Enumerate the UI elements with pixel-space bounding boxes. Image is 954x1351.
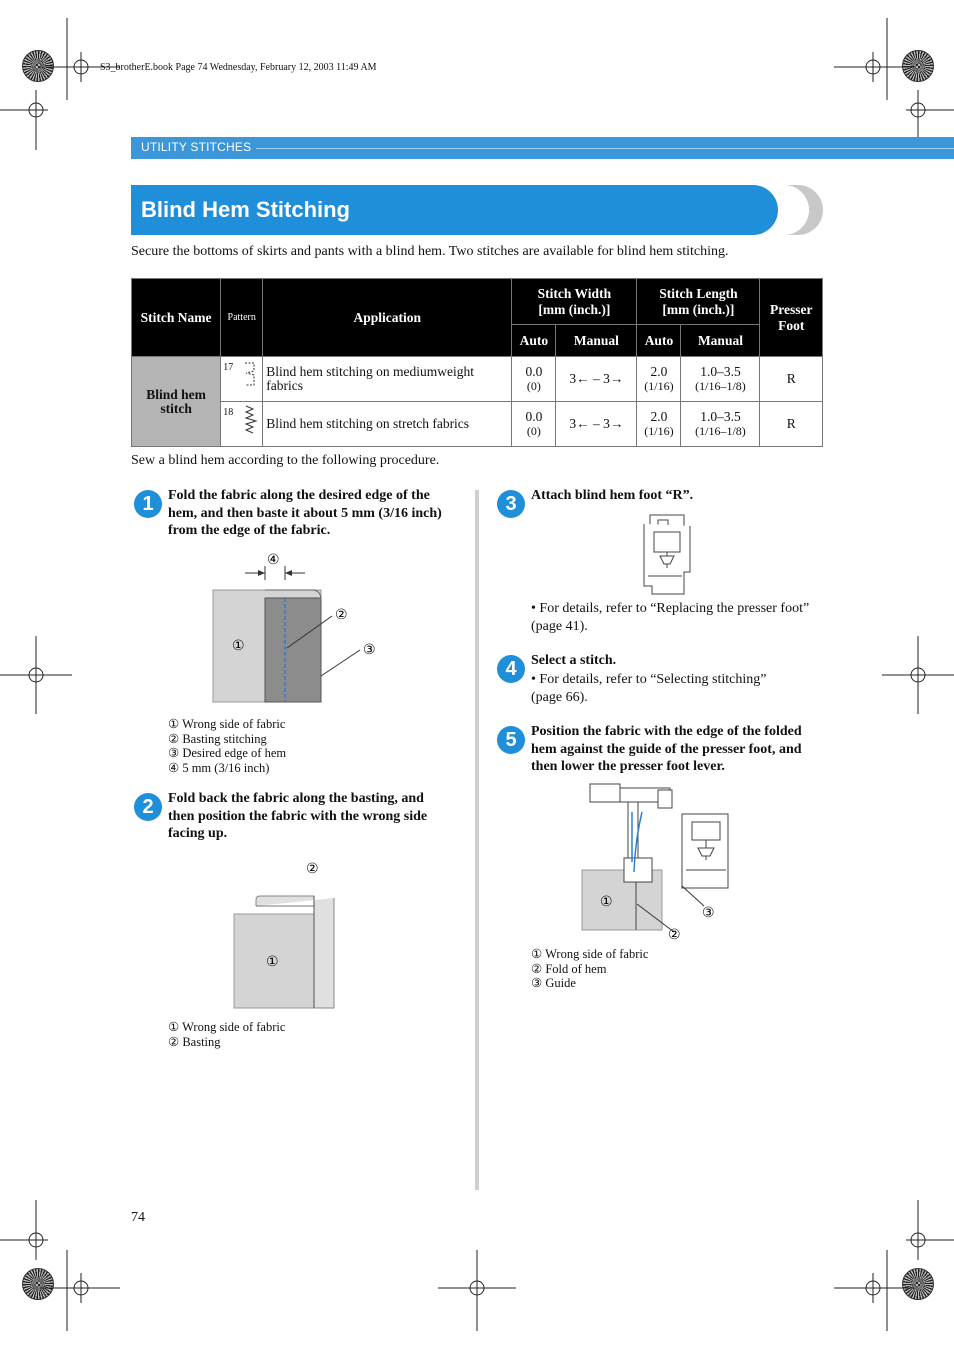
fig2-captions (168, 1020, 285, 1049)
pattern-number: 17 (223, 362, 234, 373)
procedure-intro: Sew a blind hem according to the following procedure. (131, 453, 440, 468)
table-row (132, 357, 823, 402)
width-manual-cell: 3← – 3→ (556, 402, 637, 447)
th-stitch-length-unit: [mm (inch.)] (662, 301, 735, 317)
fold-baste-illustration (200, 548, 400, 708)
th-stitch-width-unit: [mm (inch.)] (538, 301, 611, 317)
marker-1: ① (600, 894, 613, 910)
th-stitch-width (512, 279, 637, 325)
marker-4: ④ (267, 552, 280, 568)
marker-2: ② (335, 607, 348, 623)
marker-2: ② (668, 927, 681, 943)
group-name-cell: Blind hem stitch (132, 357, 221, 447)
length-auto-cell (637, 402, 681, 447)
application-cell: Blind hem stitching on stretch fabrics (263, 402, 512, 447)
pattern-cell (221, 357, 263, 402)
marker-2: ② (306, 861, 319, 877)
stitch-table (131, 278, 823, 447)
step-2-number: 2 (134, 793, 162, 821)
step-4-number: 4 (497, 655, 525, 683)
step-1-number: 1 (134, 490, 162, 518)
page-title: Blind Hem Stitching (141, 197, 350, 222)
caption-item: ① Wrong side of fabric (531, 947, 649, 961)
length-auto-cell (637, 357, 681, 402)
width-auto-value: 0.0 (525, 364, 543, 379)
column-divider (475, 490, 479, 1190)
length-auto-value: 2.0 (650, 364, 668, 379)
length-auto-inch: (1/16) (644, 379, 674, 393)
caption-item: ② Basting (168, 1034, 221, 1049)
marker-3: ③ (702, 905, 715, 921)
th-stitch-width-label: Stitch Width (537, 285, 612, 301)
caption-item: ④ 5 mm (3/16 inch) (168, 760, 270, 775)
width-auto-inch: (0) (526, 424, 541, 438)
pattern-number: 18 (223, 407, 234, 418)
length-auto-inch: (1/16) (644, 424, 674, 438)
length-manual-cell (681, 402, 760, 447)
width-manual-cell: 3← – 3→ (556, 357, 637, 402)
table-row (132, 402, 823, 447)
section-dash-line (256, 148, 954, 149)
step-5-number: 5 (497, 726, 525, 754)
step-3-number: 3 (497, 490, 525, 518)
step-2-text: Fold back the fabric along the basting, and then position the fabric with the wrong side facing up. (168, 791, 428, 841)
caption-item: ③ Desired edge of hem (168, 746, 287, 761)
marker-1: ① (232, 638, 245, 654)
blind-hem-pattern-icon (242, 359, 260, 389)
width-auto-cell (512, 357, 556, 402)
application-cell: Blind hem stitching on mediumweight fabrics (263, 357, 512, 402)
fig5-captions (531, 947, 648, 991)
caption-item: ① Wrong side of fabric (168, 717, 286, 731)
width-auto-cell (512, 402, 556, 447)
length-manual-value: 1.0–3.5 (700, 409, 741, 424)
step-1-text: Fold the fabric along the desired edge of the hem, and then baste it about 5 mm (3/16 inch) from the edge of the fabric. (168, 488, 442, 538)
page-number: 74 (131, 1210, 145, 1225)
length-manual-value: 1.0–3.5 (700, 364, 741, 379)
th-presser-foot: Presser Foot (760, 279, 823, 357)
width-auto-inch: (0) (526, 379, 541, 393)
presser-foot-cell: R (760, 357, 823, 402)
th-width-auto: Auto (512, 325, 556, 357)
caption-item: ② Fold of hem (531, 961, 607, 976)
step-3-text: Attach blind hem foot “R”. (531, 488, 694, 503)
th-length-manual: Manual (681, 325, 760, 357)
th-pattern: Pattern (221, 279, 263, 357)
step-5-text: Position the fabric with the edge of the folded hem against the guide of the presser foot, and then lower the presser foot lever. (531, 724, 802, 774)
th-stitch-name: Stitch Name (132, 279, 221, 357)
length-manual-cell (681, 357, 760, 402)
position-fabric-illustration (580, 782, 740, 947)
step-4-text: Select a stitch. (531, 653, 617, 668)
th-stitch-length-label: Stitch Length (659, 285, 738, 301)
length-auto-value: 2.0 (650, 409, 668, 424)
intro-text: Secure the bottoms of skirts and pants with a blind hem. Two stitches are available for blind hem stitching. (131, 244, 729, 259)
th-length-auto: Auto (637, 325, 681, 357)
th-stitch-length (637, 279, 760, 325)
fig1-captions (168, 717, 286, 775)
caption-item: ① Wrong side of fabric (168, 1020, 286, 1034)
length-manual-inch: (1/16–1/8) (695, 379, 746, 393)
length-manual-inch: (1/16–1/8) (695, 424, 746, 438)
pattern-cell (221, 402, 263, 447)
th-application: Application (263, 279, 512, 357)
caption-item: ③ Guide (531, 976, 576, 991)
marker-1: ① (266, 954, 279, 970)
step-3-bullet: • For details, refer to “Replacing the presser foot” (page 41). (531, 601, 810, 634)
fold-back-illustration (226, 856, 356, 1016)
file-info-line: S3_brotherE.book Page 74 Wednesday, February 12, 2003 11:49 AM (100, 62, 377, 73)
blind-hem-foot-r-icon (638, 512, 698, 597)
caption-item: ② Basting stitching (168, 731, 267, 746)
stretch-blind-hem-pattern-icon (242, 404, 260, 434)
width-auto-value: 0.0 (525, 409, 543, 424)
section-label: UTILITY STITCHES (141, 140, 252, 154)
th-width-manual: Manual (556, 325, 637, 357)
presser-foot-cell: R (760, 402, 823, 447)
marker-3: ③ (363, 642, 376, 658)
step-4-bullet: • For details, refer to “Selecting stitching” (page 66). (531, 672, 767, 705)
